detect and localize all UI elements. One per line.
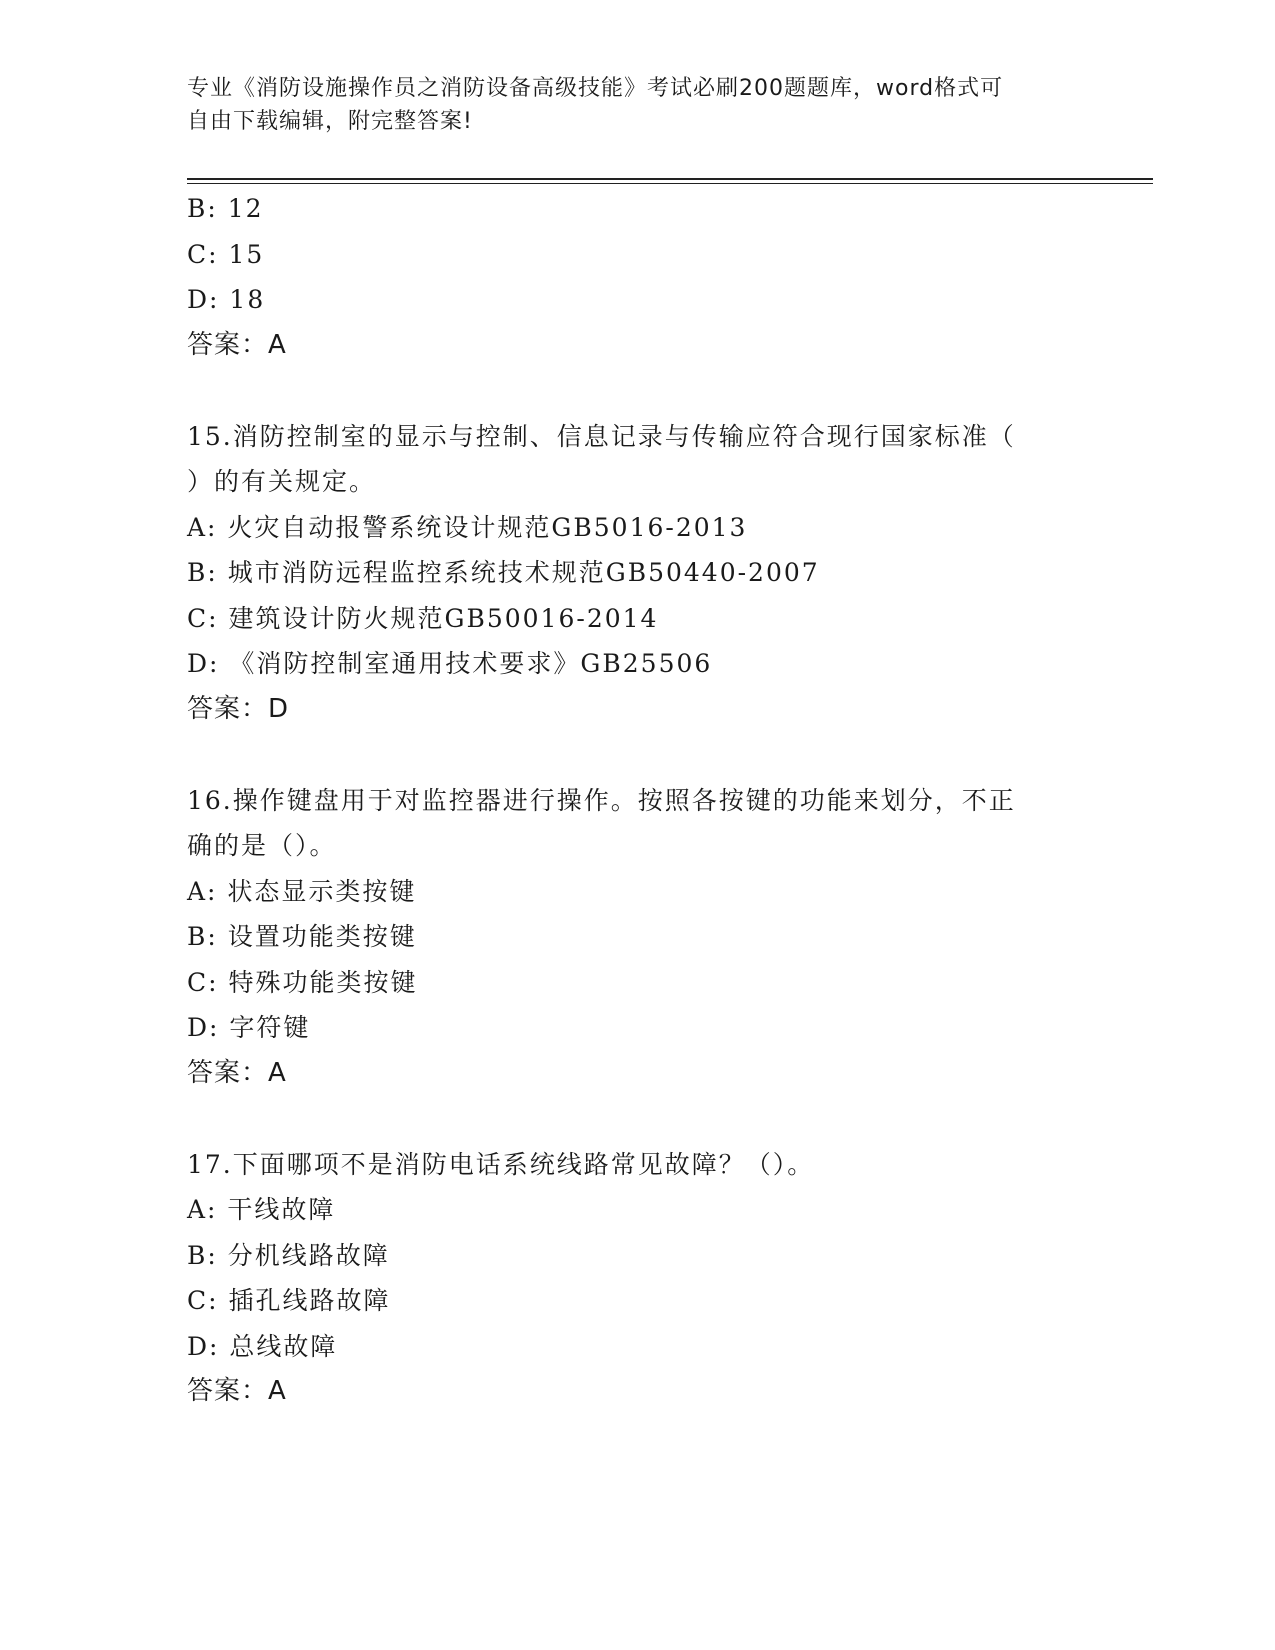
question-16: [187, 778, 1087, 1097]
option-c: C: 15: [187, 239, 265, 269]
option-b: B: 设置功能类按键: [187, 922, 417, 951]
option-c: C: 建筑设计防火规范GB50016-2014: [187, 603, 659, 633]
question-15: [187, 414, 1087, 733]
question-list: [187, 186, 1087, 1415]
question-previous: [187, 186, 1087, 368]
option-a: A: 火灾自动报警系统设计规范GB5016-2013: [187, 512, 748, 542]
answer-line: 答案：A: [187, 1376, 287, 1406]
question-17: [187, 1142, 1087, 1415]
option-d: D: 字符键: [187, 1013, 311, 1042]
question-stem-line-1: 15.消防控制室的显示与控制、信息记录与传输应符合现行国家标准（: [187, 421, 1016, 451]
header-line-1: 专业《消防设施操作员之消防设备高级技能》考试必刷200题题库，word格式可: [187, 76, 1004, 101]
option-b: B: 分机线路故障: [187, 1240, 390, 1270]
option-c: C: 特殊功能类按键: [187, 967, 418, 997]
question-stem-line-1: 16.操作键盘用于对监控器进行操作。按照各按键的功能来划分，不正: [187, 785, 1016, 815]
option-c: C: 插孔线路故障: [187, 1286, 391, 1315]
question-stem-line-2: ）的有关规定。: [187, 467, 377, 496]
answer-line: 答案：A: [187, 1057, 287, 1088]
option-a: A: 干线故障: [187, 1195, 336, 1224]
question-stem-line-1: 17.下面哪项不是消防电话系统线路常见故障？（）。: [187, 1149, 815, 1179]
option-d: D: 总线故障: [187, 1331, 338, 1361]
option-b: B: 12: [187, 194, 264, 223]
option-d: D: 《消防控制室通用技术要求》GB25506: [187, 649, 713, 678]
header-line-2: 自由下载编辑，附完整答案!: [187, 109, 473, 134]
option-b: B: 城市消防远程监控系统技术规范GB50440-2007: [187, 558, 820, 587]
question-stem-line-2: 确的是（）。: [187, 831, 337, 860]
header-divider-thin: [187, 183, 1153, 184]
answer-line: 答案：D: [187, 693, 290, 724]
header-divider: [187, 178, 1153, 180]
option-a: A: 状态显示类按键: [187, 876, 417, 906]
document-header: [187, 72, 1087, 138]
answer-line: 答案：A: [187, 329, 287, 360]
option-d: D: 18: [187, 285, 266, 314]
